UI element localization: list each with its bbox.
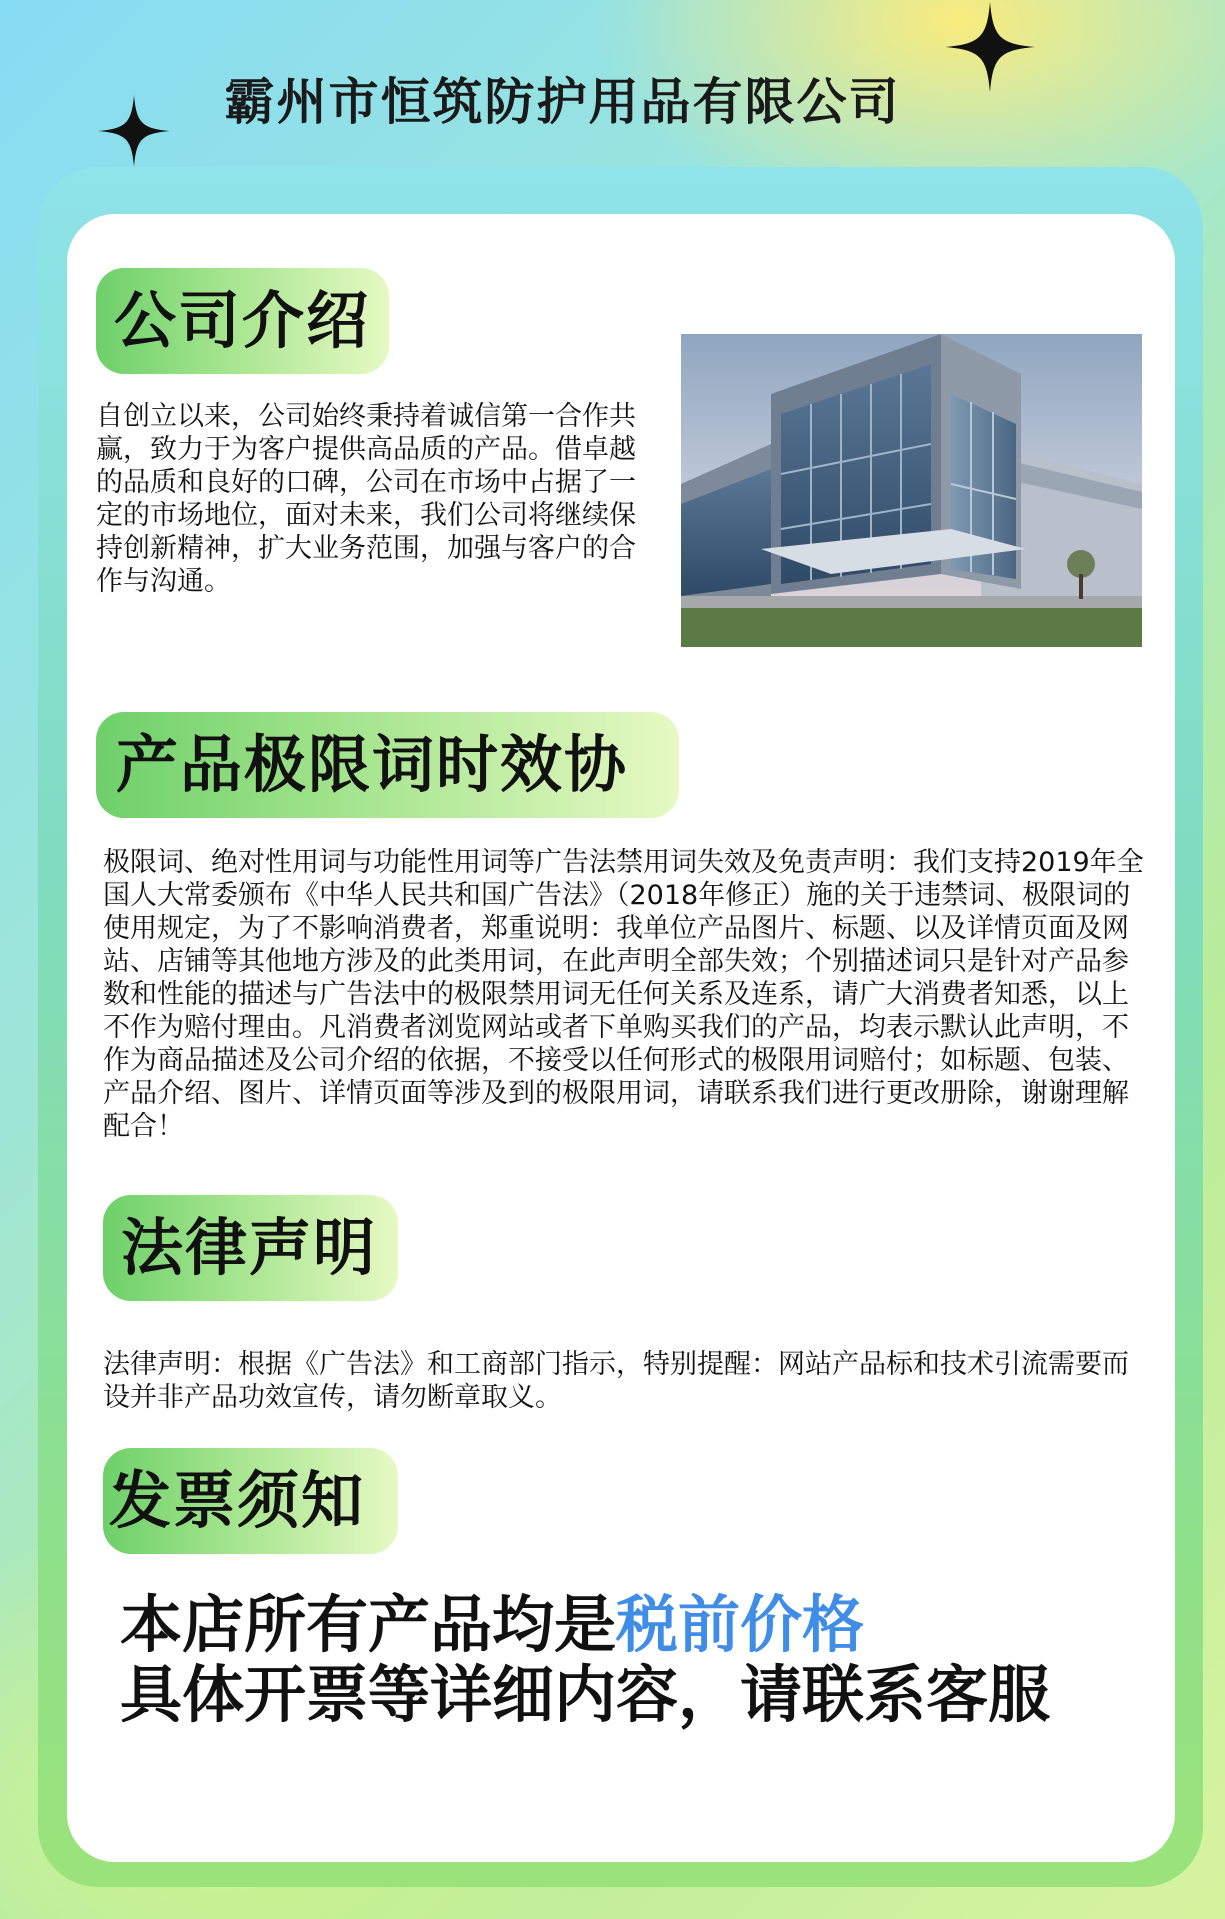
tax-price-highlight: 税前价格 xyxy=(616,1588,865,1661)
legal-text: 法律声明：根据《广告法》和工商部门指示，特别提醒：网站产品标和技术引流需要而设并非产品功效宣传，请勿断章取义。 xyxy=(103,1349,1129,1413)
limit-words-text: 极限词、绝对性用词与功能性用词等广告法禁用词失效及免责声明：我们支持2019年全国人大常委颁布《中华人民共和国广告法》（2018年修正）施的关于违禁词、极限词的使用规定，为了不影响消费者，郑重说明：我单位产品图片、标题、以及详情页面及网站、店铺等其他地方涉及的此类用词，在此声明全部失效；个别描述词只是针对产品参数和性能的描述与广告法中的极限禁用词无任何关系及连系，请广大消费者知悉，以上不作为赔付理由。凡消费者浏览网站或者下单购买我们的产品，均表示默认此声明，不作为商品描述及公司介绍的依据，不接受以任何形式的极限用词赔付；如标题、包装、产品介绍、图片、详情页面等涉及到的极限用词，请联系我们进行更改册除，谢谢理解配合！ xyxy=(103,847,1144,1142)
building-illustration xyxy=(681,334,1142,647)
section-heading-legal: 法律声明 xyxy=(103,1195,398,1301)
invoice-line-1 xyxy=(120,1590,1120,1660)
section-heading-limit-words: 产品极限词时效协 xyxy=(96,712,679,818)
section-heading-invoice: 发票须知 xyxy=(103,1448,398,1554)
section-heading-intro: 公司介绍 xyxy=(96,268,389,374)
building-photo xyxy=(681,334,1142,647)
intro-text: 自创立以来，公司始终秉持着诚信第一合作共赢，致力于为客户提供高品质的产品。借卓越的品质和良好的口碑，公司在市场中占据了一定的市场地位，面对未来，我们公司将继续保持创新精神，扩大业务范围，加强与客户的合作与沟通。 xyxy=(96,401,636,597)
invoice-line-1-text: 本店所有产品均是 xyxy=(120,1588,617,1661)
invoice-line-2: 具体开票等详细内容，请联系客服 xyxy=(120,1658,1051,1731)
company-title: 霸州市恒筑防护用品有限公司 xyxy=(224,73,901,131)
invoice-notice xyxy=(120,1590,1120,1730)
